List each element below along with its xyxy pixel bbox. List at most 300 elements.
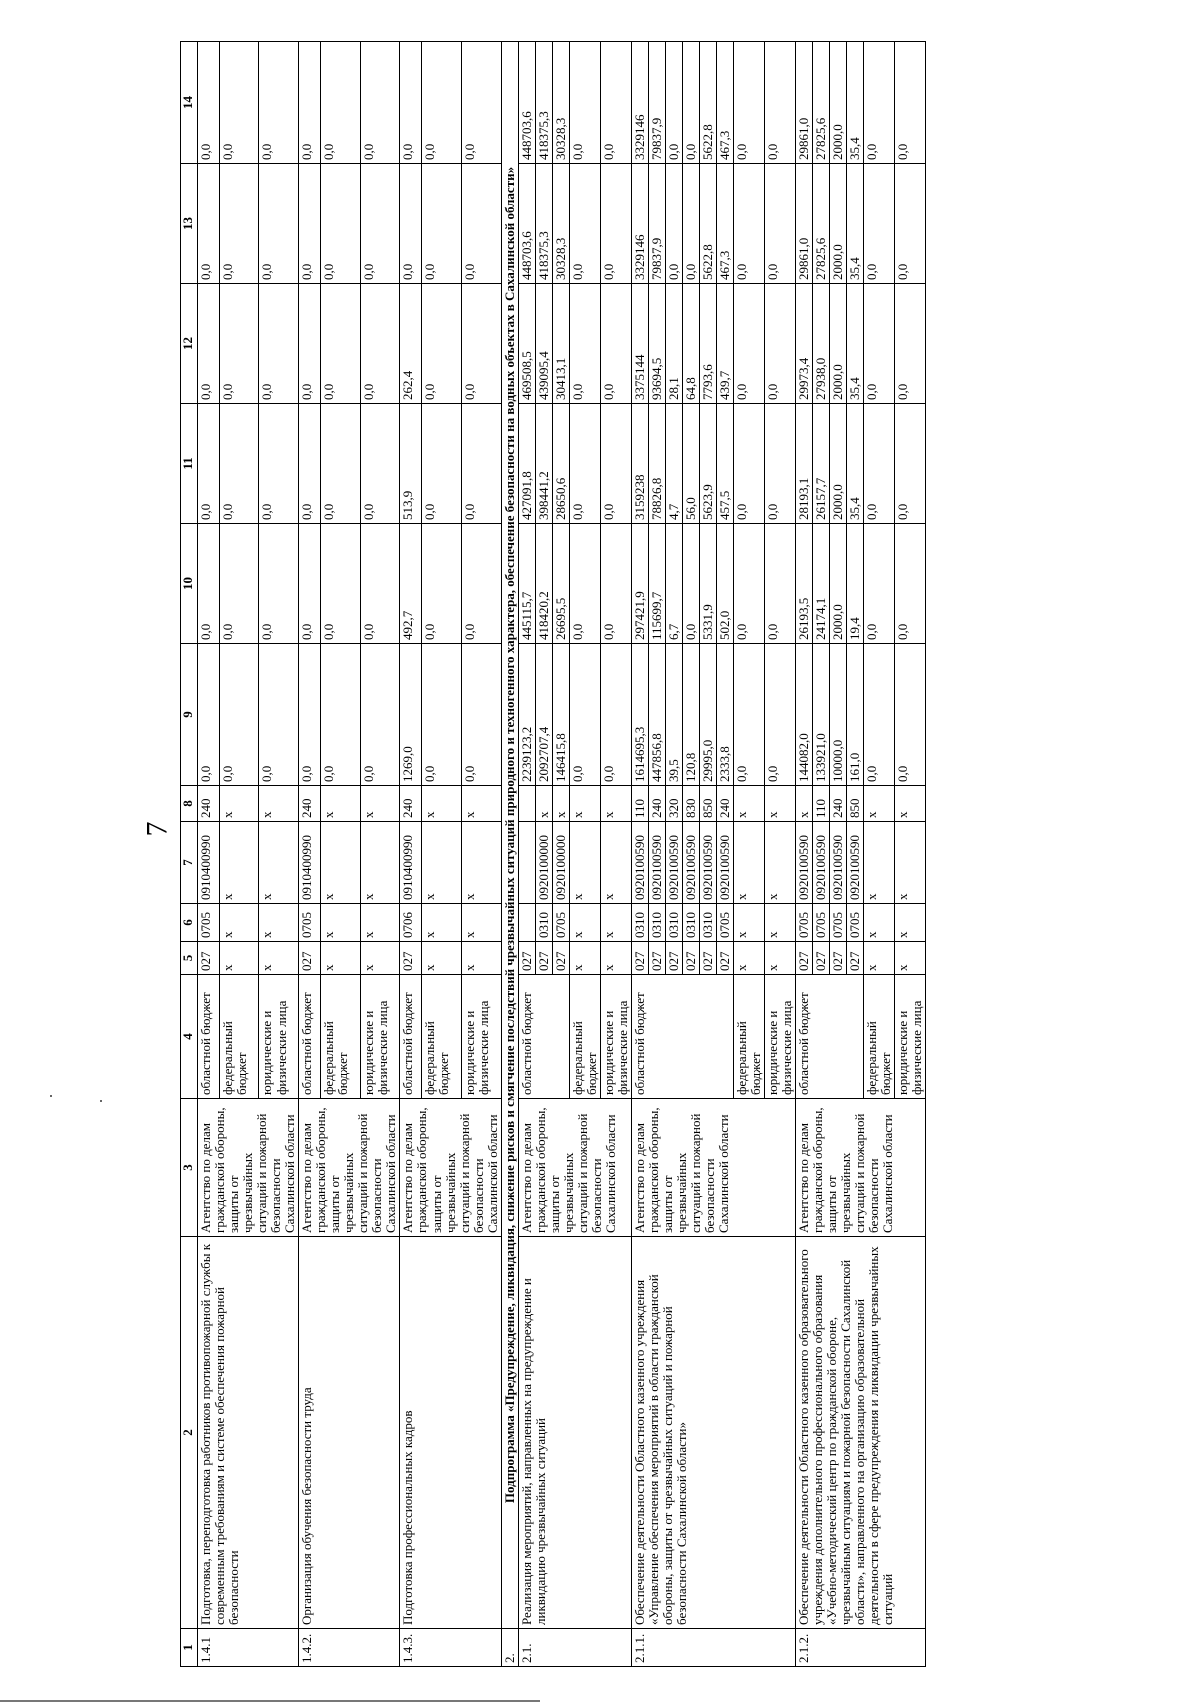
code-ministry: 027 [631, 942, 648, 975]
amount-cell: 24174,1 [813, 524, 830, 644]
column-header: 11 [181, 404, 198, 524]
funding-source: федеральный бюджет [864, 975, 895, 1099]
amount-cell: 0,0 [360, 164, 400, 284]
amount-cell: 93694,5 [648, 284, 665, 404]
code-expense-type: 240 [830, 786, 847, 822]
code-section: 0310 [631, 904, 648, 942]
amount-cell: 0,0 [198, 644, 220, 786]
table-body [198, 42, 926, 1667]
amount-cell: 0,0 [360, 644, 400, 786]
amount-cell: 0,0 [864, 524, 895, 644]
code-target: x [569, 822, 600, 904]
amount-cell: 0,0 [259, 164, 299, 284]
code-expense-type: 110 [813, 786, 830, 822]
amount-cell: 467,3 [717, 42, 734, 164]
amount-cell: 0,0 [864, 644, 895, 786]
amount-cell: 29861,0 [796, 164, 813, 284]
amount-cell: 3159238 [631, 404, 648, 524]
amount-cell: 457,5 [717, 404, 734, 524]
code-ministry: 027 [796, 942, 813, 975]
amount-cell: 502,0 [717, 524, 734, 644]
amount-cell: 161,0 [847, 644, 864, 786]
column-header: 5 [181, 942, 198, 975]
code-section: 0706 [400, 904, 422, 942]
code-expense-type: 240 [648, 786, 665, 822]
code-ministry: 027 [847, 942, 864, 975]
executor: Агентство по делам гражданской обороны, защиты от чрезвычайных ситуаций и пожарной безопасности Сахалинской области [299, 1099, 400, 1237]
column-header: 3 [181, 1099, 198, 1237]
amount-cell: 0,0 [895, 404, 926, 524]
column-header: 6 [181, 904, 198, 942]
funding-source: юридические и физические лица [765, 975, 796, 1099]
funding-source: областной бюджет [299, 975, 321, 1099]
table-row [796, 42, 813, 1667]
amount-cell: 0,0 [683, 42, 700, 164]
code-expense-type: 850 [847, 786, 864, 822]
code-ministry: x [259, 942, 299, 975]
amount-cell: 0,0 [299, 644, 321, 786]
code-ministry: x [895, 942, 926, 975]
amount-cell: 447856,8 [648, 644, 665, 786]
amount-cell: 0,0 [683, 524, 700, 644]
amount-cell: 144082,0 [796, 644, 813, 786]
amount-cell: 262,4 [400, 284, 422, 404]
code-ministry: 027 [299, 942, 321, 975]
code-target: 0920100000 [552, 822, 569, 904]
row-number: 2. [501, 1629, 518, 1667]
amount-cell: 439,7 [717, 284, 734, 404]
amount-cell: 448703,6 [518, 42, 535, 164]
measure-name: Обеспечение деятельности Областного казенного образовательного учреждения дополнительного профессионального образования «Учебно-методический центр по гражданской обороне, чрезвычайным ситуациям и пожарной безопасности Сахалинской области», направленного на организацию образовательной деятельности в сфере предупреждения и ликвидации чрезвычайных ситуаций [796, 1237, 926, 1629]
code-target: 0920100000 [535, 822, 552, 904]
amount-cell: 0,0 [734, 644, 765, 786]
amount-cell: 0,0 [320, 404, 360, 524]
amount-cell: 6,7 [665, 524, 682, 644]
code-target: 0920100590 [830, 822, 847, 904]
row-number: 2.1.1. [631, 1629, 795, 1667]
amount-cell: 120,8 [683, 644, 700, 786]
code-ministry: 027 [830, 942, 847, 975]
amount-cell: 0,0 [320, 164, 360, 284]
code-section: x [259, 904, 299, 942]
amount-cell: 64,8 [683, 284, 700, 404]
code-expense-type: x [864, 786, 895, 822]
amount-cell: 0,0 [600, 644, 631, 786]
amount-cell: 30328,3 [552, 42, 569, 164]
measure-name: Организация обучения безопасности труда [299, 1237, 400, 1629]
amount-cell: 29973,4 [796, 284, 813, 404]
amount-cell: 28193,1 [796, 404, 813, 524]
amount-cell: 0,0 [422, 404, 462, 524]
code-section: x [864, 904, 895, 942]
funding-source: юридические и физические лица [600, 975, 631, 1099]
amount-cell: 0,0 [360, 42, 400, 164]
funding-source: юридические и физические лица [259, 975, 299, 1099]
amount-cell: 30413,1 [552, 284, 569, 404]
code-expense-type: x [461, 786, 501, 822]
budget-table [180, 41, 926, 1667]
code-ministry: 027 [552, 942, 569, 975]
amount-cell: 0,0 [219, 42, 259, 164]
amount-cell: 0,0 [600, 524, 631, 644]
code-target: 0910400990 [400, 822, 422, 904]
executor: Агентство по делам гражданской обороны, защиты от чрезвычайных ситуаций и пожарной безопасности Сахалинской области [796, 1099, 926, 1237]
amount-cell: 0,0 [422, 42, 462, 164]
code-expense-type: 110 [631, 786, 648, 822]
amount-cell: 2000,0 [830, 524, 847, 644]
amount-cell: 146415,8 [552, 644, 569, 786]
code-ministry: x [765, 942, 796, 975]
code-ministry: x [360, 942, 400, 975]
amount-cell: 5622,8 [700, 164, 717, 284]
amount-cell: 39,5 [665, 644, 682, 786]
code-target: x [600, 822, 631, 904]
amount-cell: 26157,7 [813, 404, 830, 524]
code-section: x [461, 904, 501, 942]
code-expense-type: x [535, 786, 552, 822]
code-expense-type: 240 [400, 786, 422, 822]
amount-cell: 0,0 [569, 644, 600, 786]
amount-cell: 0,0 [569, 284, 600, 404]
amount-cell: 2000,0 [830, 164, 847, 284]
code-expense-type: x [552, 786, 569, 822]
code-section: 0310 [665, 904, 682, 942]
code-target: x [765, 822, 796, 904]
amount-cell: 0,0 [198, 42, 220, 164]
table-row [631, 42, 648, 1667]
code-section: x [360, 904, 400, 942]
code-section: x [320, 904, 360, 942]
code-target: x [864, 822, 895, 904]
page-number: 7 [140, 821, 174, 837]
code-section: 0310 [683, 904, 700, 942]
funding-source: областной бюджет [400, 975, 422, 1099]
code-ministry: 027 [683, 942, 700, 975]
header-row [181, 42, 198, 1667]
code-ministry: 027 [400, 942, 422, 975]
row-number: 1.4.1 [198, 1629, 299, 1667]
column-header: 1 [181, 1629, 198, 1667]
amount-cell: 0,0 [569, 404, 600, 524]
amount-cell: 79837,9 [648, 164, 665, 284]
code-ministry: x [734, 942, 765, 975]
code-expense-type: x [259, 786, 299, 822]
code-section: 0705 [847, 904, 864, 942]
table-row [198, 42, 220, 1667]
executor: Агентство по делам гражданской обороны, защиты от чрезвычайных ситуаций и пожарной безопасности Сахалинской области [518, 1099, 631, 1237]
amount-cell: 0,0 [422, 644, 462, 786]
code-ministry: 027 [198, 942, 220, 975]
amount-cell: 418375,3 [535, 164, 552, 284]
amount-cell: 0,0 [219, 164, 259, 284]
amount-cell: 2000,0 [830, 404, 847, 524]
code-expense-type: x [422, 786, 462, 822]
code-target: x [259, 822, 299, 904]
code-expense-type: 240 [299, 786, 321, 822]
code-section: x [734, 904, 765, 942]
amount-cell: 29995,0 [700, 644, 717, 786]
code-expense-type: x [360, 786, 400, 822]
amount-cell: 0,0 [600, 42, 631, 164]
code-target: 0920100590 [683, 822, 700, 904]
amount-cell: 0,0 [765, 164, 796, 284]
code-ministry: x [461, 942, 501, 975]
code-section: 0705 [796, 904, 813, 942]
code-target: 0920100590 [631, 822, 648, 904]
code-expense-type: 830 [683, 786, 700, 822]
column-header: 8 [181, 786, 198, 822]
amount-cell: 0,0 [422, 164, 462, 284]
amount-cell: 0,0 [219, 524, 259, 644]
code-expense-type: x [219, 786, 259, 822]
code-ministry: x [422, 942, 462, 975]
amount-cell: 78826,8 [648, 404, 665, 524]
amount-cell: 0,0 [320, 644, 360, 786]
amount-cell: 0,0 [895, 284, 926, 404]
code-ministry: 027 [813, 942, 830, 975]
amount-cell: 0,0 [461, 284, 501, 404]
code-target: 0920100590 [700, 822, 717, 904]
funding-source: юридические и физические лица [360, 975, 400, 1099]
code-section: x [219, 904, 259, 942]
amount-cell: 19,4 [847, 524, 864, 644]
amount-cell: 28,1 [665, 284, 682, 404]
amount-cell: 439095,4 [535, 284, 552, 404]
code-section: 0705 [830, 904, 847, 942]
code-ministry: x [569, 942, 600, 975]
amount-cell: 0,0 [461, 524, 501, 644]
code-ministry: x [219, 942, 259, 975]
amount-cell: 513,9 [400, 404, 422, 524]
amount-cell: 0,0 [895, 164, 926, 284]
funding-source: федеральный бюджет [422, 975, 462, 1099]
amount-cell: 0,0 [765, 524, 796, 644]
amount-cell: 0,0 [734, 524, 765, 644]
amount-cell: 3329146 [631, 164, 648, 284]
amount-cell: 0,0 [320, 42, 360, 164]
amount-cell: 5623,9 [700, 404, 717, 524]
code-target: x [320, 822, 360, 904]
code-ministry: x [320, 942, 360, 975]
amount-cell: 0,0 [461, 404, 501, 524]
table-row [400, 42, 422, 1667]
amount-cell: 0,0 [734, 42, 765, 164]
amount-cell: 3329146 [631, 42, 648, 164]
code-ministry: 027 [665, 942, 682, 975]
amount-cell: 0,0 [400, 164, 422, 284]
code-section: x [422, 904, 462, 942]
amount-cell: 0,0 [219, 644, 259, 786]
amount-cell: 427091,8 [518, 404, 535, 524]
code-target: x [360, 822, 400, 904]
amount-cell: 0,0 [600, 404, 631, 524]
column-header: 10 [181, 524, 198, 644]
amount-cell: 0,0 [864, 284, 895, 404]
amount-cell: 0,0 [765, 644, 796, 786]
amount-cell: 2333,8 [717, 644, 734, 786]
amount-cell: 0,0 [299, 404, 321, 524]
code-target: 0920100590 [813, 822, 830, 904]
measure-name: Обеспечение деятельности Областного казенного учреждения «Управление обеспечения мероприятий в области гражданской обороны, защиты от чрезвычайных ситуаций и пожарной безопасности Сахалинской области» [631, 1237, 795, 1629]
code-section: x [600, 904, 631, 942]
code-target: 0920100590 [717, 822, 734, 904]
code-expense-type: 240 [717, 786, 734, 822]
measure-name: Подготовка, переподготовка работников противопожарной службы к современным требованиям и системе обеспечения пожарной безопасности [198, 1237, 299, 1629]
table-row [299, 42, 321, 1667]
funding-source: юридические и физические лица [461, 975, 501, 1099]
amount-cell: 0,0 [569, 42, 600, 164]
code-target: x [734, 822, 765, 904]
amount-cell: 0,0 [734, 164, 765, 284]
code-ministry: 027 [717, 942, 734, 975]
amount-cell: 0,0 [864, 164, 895, 284]
code-target: x [219, 822, 259, 904]
code-ministry: 027 [700, 942, 717, 975]
amount-cell: 0,0 [864, 404, 895, 524]
code-section: 0705 [717, 904, 734, 942]
code-target: 0920100590 [665, 822, 682, 904]
code-expense-type: x [734, 786, 765, 822]
amount-cell: 3375144 [631, 284, 648, 404]
code-section: 0705 [552, 904, 569, 942]
amount-cell: 0,0 [600, 164, 631, 284]
amount-cell: 398441,2 [535, 404, 552, 524]
amount-cell: 4,7 [665, 404, 682, 524]
amount-cell: 1269,0 [400, 644, 422, 786]
amount-cell: 5622,8 [700, 42, 717, 164]
code-section: 0705 [299, 904, 321, 942]
amount-cell: 27938,0 [813, 284, 830, 404]
code-section: x [569, 904, 600, 942]
code-target: x [422, 822, 462, 904]
amount-cell: 0,0 [765, 284, 796, 404]
amount-cell: 0,0 [320, 524, 360, 644]
amount-cell: 0,0 [665, 42, 682, 164]
amount-cell: 7793,6 [700, 284, 717, 404]
amount-cell: 30328,3 [552, 164, 569, 284]
amount-cell: 0,0 [299, 524, 321, 644]
code-expense-type: 320 [665, 786, 682, 822]
amount-cell: 133921,0 [813, 644, 830, 786]
funding-source: федеральный бюджет [569, 975, 600, 1099]
bottom-scan-edge [0, 1700, 540, 1702]
amount-cell: 0,0 [422, 524, 462, 644]
amount-cell: 0,0 [461, 164, 501, 284]
amount-cell: 27825,6 [813, 164, 830, 284]
amount-cell: 35,4 [847, 284, 864, 404]
amount-cell: 0,0 [734, 284, 765, 404]
amount-cell: 0,0 [198, 284, 220, 404]
amount-cell: 2092707,4 [535, 644, 552, 786]
column-header: 7 [181, 822, 198, 904]
amount-cell: 0,0 [259, 284, 299, 404]
amount-cell: 26193,5 [796, 524, 813, 644]
code-target: 0920100590 [847, 822, 864, 904]
funding-source: областной бюджет [796, 975, 864, 1099]
code-ministry: 027 [518, 942, 535, 975]
amount-cell: 1614695,3 [631, 644, 648, 786]
row-number: 2.1. [518, 1629, 631, 1667]
rotated-table-wrapper [180, 42, 1110, 1667]
amount-cell: 469508,5 [518, 284, 535, 404]
code-target [518, 822, 535, 904]
amount-cell: 0,0 [461, 42, 501, 164]
code-section [518, 904, 535, 942]
amount-cell: 418375,3 [535, 42, 552, 164]
amount-cell: 0,0 [320, 284, 360, 404]
amount-cell: 0,0 [198, 524, 220, 644]
code-expense-type: x [569, 786, 600, 822]
amount-cell: 0,0 [219, 404, 259, 524]
code-section: x [765, 904, 796, 942]
amount-cell: 448703,6 [518, 164, 535, 284]
amount-cell: 0,0 [360, 524, 400, 644]
amount-cell: 0,0 [734, 404, 765, 524]
amount-cell: 115699,7 [648, 524, 665, 644]
subprogram-title: Подпрограмма «Предупреждение, ликвидация, снижение рисков и смягчение последствий чрезвычайных ситуаций природного и техногенного характера, обеспечение безопасности на водных объектах в Сахалинской области» [501, 42, 518, 1629]
row-number: 1.4.2. [299, 1629, 400, 1667]
funding-source: федеральный бюджет [320, 975, 360, 1099]
amount-cell: 0,0 [259, 644, 299, 786]
funding-source: областной бюджет [631, 975, 733, 1099]
amount-cell: 2000,0 [830, 42, 847, 164]
amount-cell: 35,4 [847, 164, 864, 284]
code-target: x [895, 822, 926, 904]
scan-dot [100, 1100, 102, 1102]
code-ministry: x [864, 942, 895, 975]
amount-cell: 0,0 [683, 164, 700, 284]
amount-cell: 35,4 [847, 42, 864, 164]
amount-cell: 79837,9 [648, 42, 665, 164]
amount-cell: 0,0 [895, 42, 926, 164]
executor: Агентство по делам гражданской обороны, защиты от чрезвычайных ситуаций и пожарной безопасности Сахалинской области [198, 1099, 299, 1237]
code-target: 0920100590 [648, 822, 665, 904]
amount-cell: 0,0 [461, 644, 501, 786]
amount-cell: 0,0 [198, 404, 220, 524]
row-number: 1.4.3. [400, 1629, 501, 1667]
code-expense-type: x [765, 786, 796, 822]
amount-cell: 0,0 [600, 284, 631, 404]
executor: Агентство по делам гражданской обороны, защиты от чрезвычайных ситуаций и пожарной безопасности Сахалинской области [400, 1099, 501, 1237]
code-target: 0920100590 [796, 822, 813, 904]
code-section: 0310 [535, 904, 552, 942]
funding-source: областной бюджет [518, 975, 569, 1099]
amount-cell: 56,0 [683, 404, 700, 524]
code-expense-type: 850 [700, 786, 717, 822]
table-row [518, 42, 535, 1667]
column-header: 2 [181, 1237, 198, 1629]
amount-cell: 445115,7 [518, 524, 535, 644]
amount-cell: 0,0 [219, 284, 259, 404]
amount-cell: 0,0 [422, 284, 462, 404]
measure-name: Подготовка профессиональных кадров [400, 1237, 501, 1629]
code-expense-type: x [320, 786, 360, 822]
column-header: 12 [181, 284, 198, 404]
funding-source: федеральный бюджет [734, 975, 765, 1099]
column-header: 13 [181, 164, 198, 284]
code-target: 0910400990 [299, 822, 321, 904]
code-section: x [895, 904, 926, 942]
amount-cell: 0,0 [569, 524, 600, 644]
code-expense-type: 240 [198, 786, 220, 822]
column-header: 9 [181, 644, 198, 786]
amount-cell: 35,4 [847, 404, 864, 524]
amount-cell: 492,7 [400, 524, 422, 644]
code-target: 0910400990 [198, 822, 220, 904]
amount-cell: 297421,9 [631, 524, 648, 644]
code-ministry: 027 [648, 942, 665, 975]
amount-cell: 0,0 [360, 284, 400, 404]
